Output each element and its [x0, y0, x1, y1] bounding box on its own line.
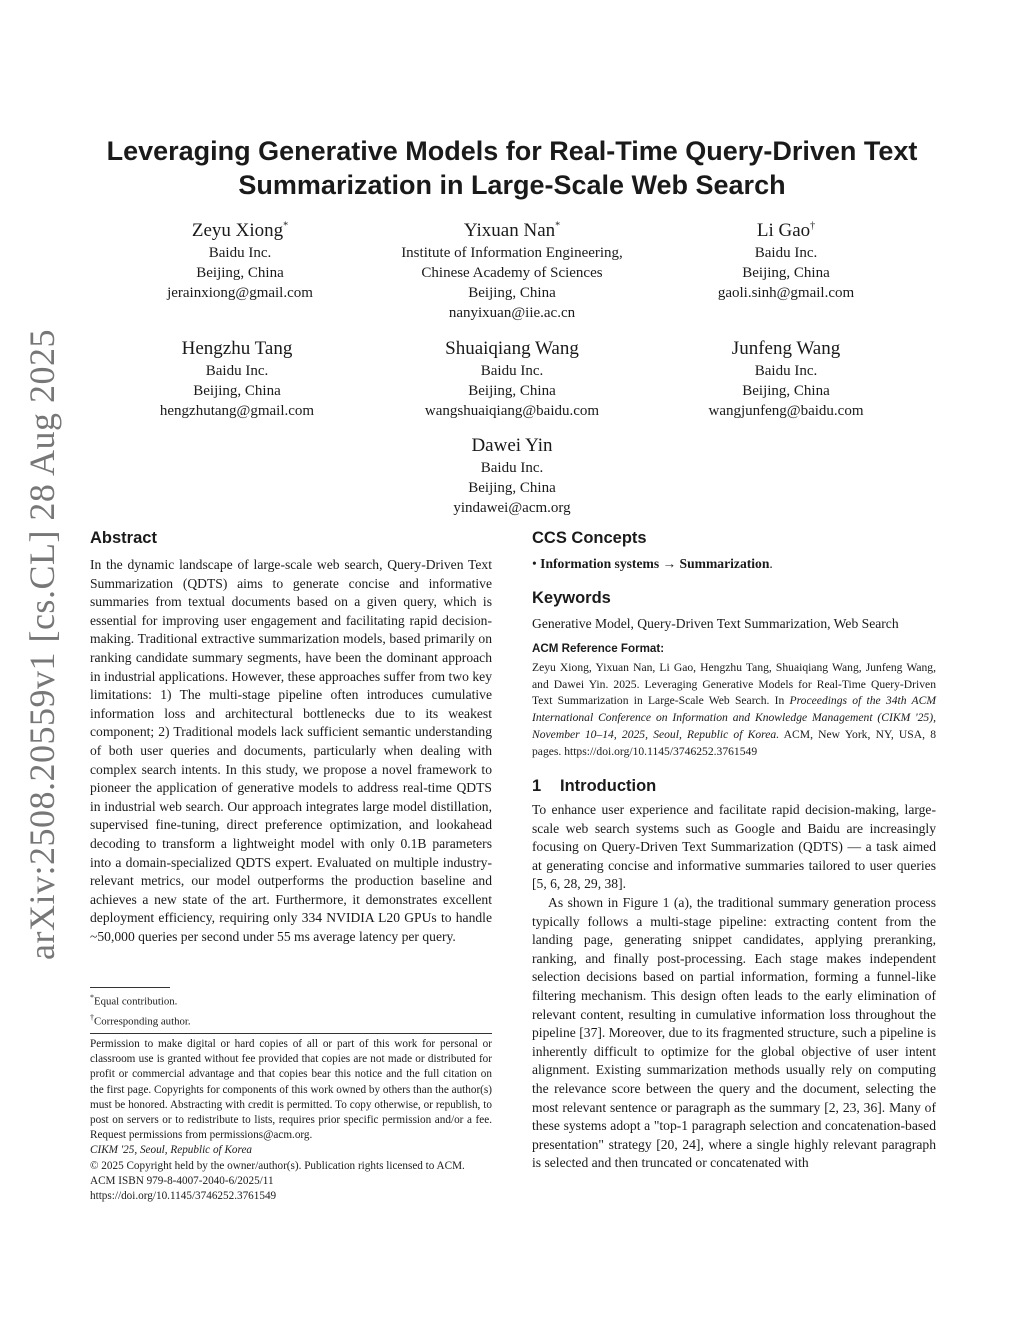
acm-reference-section [532, 641, 936, 761]
keywords-heading: Keywords [532, 589, 611, 607]
author-affiliation: Baidu Inc. [480, 460, 544, 476]
bullet-icon: • [532, 556, 537, 571]
author-name [636, 219, 936, 243]
footnote-corresponding [90, 1010, 492, 1030]
venue-line: CIKM '25, Seoul, Republic of Korea [90, 1144, 252, 1157]
section-number: 1 [532, 777, 542, 795]
author-location: Beijing, China [468, 480, 556, 496]
paper-title: Leveraging Generative Models for Real-Time Query-Driven Text Summarization in Large-Scale Web Search [106, 136, 918, 200]
author-location: Beijing, China [468, 285, 556, 301]
introduction-section [532, 777, 936, 1173]
author-affiliation: Baidu Inc. [480, 363, 544, 379]
ccs-heading: CCS Concepts [532, 529, 647, 547]
acm-reference-text [532, 660, 936, 761]
author-affiliation: Institute of Information Engineering, [401, 245, 623, 261]
abstract-section [90, 529, 492, 946]
author-name-text: Li Gao [756, 220, 811, 241]
author-block [90, 219, 390, 303]
footnote-mark: * [90, 993, 94, 1002]
doi-link[interactable]: https://doi.org/10.1145/3746252.3761549 [90, 1190, 277, 1203]
author-email[interactable]: wangshuaiqiang@baidu.com [424, 403, 600, 419]
author-email[interactable]: wangjunfeng@baidu.com [708, 403, 864, 419]
acm-reference-publisher: ACM, New York, NY, USA, 8 pages. https://doi.org/10.1145/3746252.3761549 [532, 727, 936, 758]
arrow-right-icon: → [662, 556, 677, 571]
author-affiliation: Baidu Inc. [208, 245, 272, 261]
author-email[interactable]: jerainxiong@gmail.com [167, 285, 313, 301]
author-name-text: Yixuan Nan [463, 220, 556, 241]
introduction-heading [532, 777, 936, 796]
abstract-heading: Abstract [90, 529, 157, 547]
author-email[interactable]: gaoli.sinh@gmail.com [717, 285, 855, 301]
ccs-period: . [769, 556, 773, 571]
permission-block [90, 1037, 492, 1204]
author-affiliation: Baidu Inc. [754, 245, 818, 261]
ccs-concept-primary: Information systems [540, 556, 660, 571]
abstract-text: In the dynamic landscape of large-scale web search, Query-Driven Text Summarization (QDTS) aims to generate concise and informative summaries from textual documents based on a given query, which is essential for improving user engagement and facilitating rapid decision-making. Traditional extractive summarization models, based primarily on ranking candidate summary segments, have been the dominant approach in industrial applications. However, these approaches suffer from two key limitations: 1) The multi-stage pipeline often introduces cumulative information loss and architectural bottlenecks due to its weakest component; 2) Traditional models lack sufficient semantic understanding of both user queries and documents, particularly when dealing with complex search intents. In this study, we propose a novel framework to pioneer the application of generative models to address real-time QDTS in industrial web search. Our approach integrates large model distillation, supervised fine-tuning, direct preference optimization, and lookahead decoding to transform a lightweight model with only 0.1B parameters into a domain-specialized QDTS expert. Evaluated on multiple industry-relevant metrics, our model outperforms the production baseline and achieves a new state of the art. Furthermore, it demonstrates excellent deployment efficiency, requiring only 334 NVIDIA L20 GPUs to handle ~50,000 queries per second under 55 ms average latency per query. [90, 557, 492, 944]
ccs-concepts [532, 555, 936, 574]
arxiv-identifier-stamp: arXiv:2508.20559v1 [cs.CL] 28 Aug 2025 [22, 329, 62, 960]
author-name: Hengzhu Tang [181, 338, 293, 359]
author-name-text: Zeyu Xiong [191, 220, 284, 241]
author-location: Beijing, China [742, 265, 830, 281]
author-block [636, 337, 936, 421]
author-name: Shuaiqiang Wang [445, 338, 579, 359]
author-email[interactable]: nanyixuan@iie.ac.cn [448, 305, 576, 321]
author-block [87, 337, 387, 421]
footnote-divider [90, 987, 170, 988]
author-name [362, 219, 662, 243]
author-name: Junfeng Wang [731, 338, 841, 359]
intro-paragraph-1: To enhance user experience and facilitate rapid decision-making, large-scale web search systems such as Google and Baidu are increasingly focusing on Query-Driven Text Summarization (QDTS) — a task aimed at generating concise and informative summaries tailored to user queries [5, 6, 28, 29, 38]. [532, 802, 936, 892]
acm-reference-heading: ACM Reference Format: [532, 642, 665, 655]
footnotes [90, 990, 492, 1029]
ccs-section [532, 529, 936, 574]
author-block [636, 219, 936, 303]
acm-reference-venue: Proceedings of the 34th ACM International Conference on Information and Knowledge Management (CIKM '25), November 10–14, 2025, Seoul, Republic of Korea. [532, 694, 936, 741]
author-name: Dawei Yin [471, 435, 553, 456]
permission-divider [90, 1033, 492, 1034]
author-block [362, 219, 662, 323]
author-mark: * [555, 220, 561, 232]
author-block [362, 337, 662, 421]
footnote-corresponding-text: Corresponding author. [94, 1015, 191, 1028]
author-block [362, 434, 662, 518]
introduction-heading-text: Introduction [560, 777, 657, 795]
footnote-equal-text: Equal contribution. [94, 995, 178, 1008]
author-name [90, 219, 390, 243]
ccs-concept-secondary: Summarization [679, 556, 770, 571]
author-email[interactable]: yindawei@acm.org [453, 500, 571, 516]
keywords-text: Generative Model, Query-Driven Text Summarization, Web Search [532, 616, 899, 631]
author-affiliation: Chinese Academy of Sciences [421, 265, 603, 281]
author-location: Beijing, China [193, 383, 281, 399]
intro-paragraph-2: As shown in Figure 1 (a), the traditional summary generation process typically follows a multi-stage pipeline: extracting content from the landing page, generating snippet candidates, applying preranking, ranking, and finally post-processing. Each stage makes independent selection decisions based on partial information, forming a funnel-like filtering mechanism. This design often leads to the early elimination of relevant content, resulting in cumulative information loss throughout the pipeline [37]. Moreover, due to its fragmented structure, such a pipeline is inherently difficult to optimize for the global objective of user intent alignment. Existing summarization methods usually rely on computing the relevance score between the query and the document, selecting the most relevant sentence or paragraph as the summary [2, 23, 36]. Many of these systems adopt a "top-1 paragraph selection and concatenation-based presentation" strategy [20, 24], where a single highly relevant paragraph is selected and then truncated or concatenated with [532, 894, 936, 1171]
author-location: Beijing, China [742, 383, 830, 399]
author-affiliation: Baidu Inc. [205, 363, 269, 379]
author-mark: * [283, 220, 289, 232]
footnote-equal [90, 990, 492, 1010]
author-location: Beijing, China [196, 265, 284, 281]
author-email[interactable]: hengzhutang@gmail.com [159, 403, 315, 419]
keywords-section [532, 589, 936, 634]
copyright-line: © 2025 Copyright held by the owner/author(s). Publication rights licensed to ACM. [90, 1159, 465, 1172]
isbn-line: ACM ISBN 979-8-4007-2040-6/2025/11 [90, 1174, 274, 1187]
author-mark: † [810, 220, 816, 232]
footnote-mark: † [90, 1012, 94, 1022]
permission-text: Permission to make digital or hard copies of all or part of this work for personal or classroom use is granted without fee provided that copies are not made or distributed for profit or commercial advantage and that copies bear this notice and the full citation on the first page. Copyrights for components of this work owned by others than the author(s) must be honored. Abstracting with credit is permitted. To copy otherwise, or republish, to post on servers or to redistribute to lists, requires prior specific permission and/or a fee. Request permissions from permissions@acm.org. [90, 1038, 492, 1142]
author-affiliation: Baidu Inc. [754, 363, 818, 379]
author-location: Beijing, China [468, 383, 556, 399]
acm-reference-authors: Zeyu Xiong, Yixuan Nan, Li Gao, Hengzhu Tang, Shuaiqiang Wang, Junfeng Wang, and Dawei Yin. 2025. Leveraging Generative Models for Real-Time Query-Driven Text Summarization in Large-Scale Web Search. In [532, 660, 936, 708]
